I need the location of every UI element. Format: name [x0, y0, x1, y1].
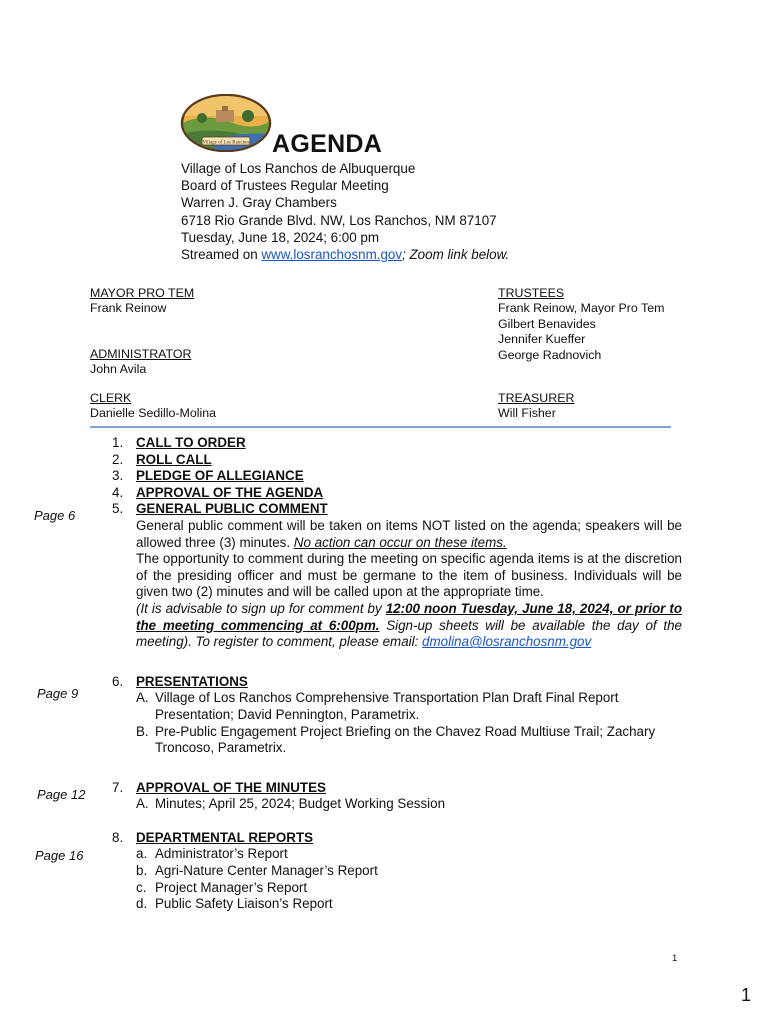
trustees-label: TRUSTEES: [498, 286, 565, 300]
item-title: DEPARTMENTAL REPORTS: [136, 829, 314, 845]
trustee-name: George Radnovich: [498, 347, 602, 362]
treasurer-label: TREASURER: [498, 391, 575, 405]
agenda-item: 8. DEPARTMENTAL REPORTS: [112, 829, 314, 845]
meeting-address: 6718 Rio Grande Blvd. NW, Los Ranchos, NM 87107: [181, 212, 497, 228]
page-ref-item7: Page 12: [37, 787, 86, 802]
mayor-pro-tem-block: [90, 286, 194, 317]
sub-item: A. Minutes; April 25, 2024; Budget Working Session: [136, 796, 446, 812]
page-ref-item6: Page 9: [37, 686, 79, 701]
village-logo: [180, 94, 272, 152]
agenda-items: [112, 435, 682, 913]
item-title: ROLL CALL: [136, 451, 212, 467]
item-title: APPROVAL OF THE AGENDA: [136, 484, 324, 500]
sub-item: a. Administrator’s Report: [136, 846, 288, 862]
page-ref-item5: Page 6: [34, 508, 76, 523]
page-ref-item8: Page 16: [35, 848, 84, 863]
agenda-item: 5. GENERAL PUBLIC COMMENT: [112, 501, 328, 517]
comment-timing: The opportunity to comment during the meeting on specific agenda items is at the discretion of the presiding officer and must be germane to the item of business. Individuals will be given two (2) minutes and will be called upon at the appropriate time.: [136, 551, 682, 600]
sub-item: c. Project Manager’s Report: [136, 879, 308, 895]
item-title: PLEDGE OF ALLEGIANCE: [136, 468, 304, 484]
meeting-type: Board of Trustees Regular Meeting: [181, 178, 389, 194]
agenda-item: 7. APPROVAL OF THE MINUTES: [112, 779, 326, 795]
page-number-small: 1: [672, 953, 678, 964]
meeting-info: [181, 160, 509, 263]
section-divider: [90, 426, 671, 428]
sub-item: A. Village of Los Ranchos Comprehensive Transportation Plan Draft Final Report Presentation; David Pennington, Parametrix.: [136, 690, 619, 722]
village-name: Village of Los Ranchos de Albuquerque: [181, 161, 416, 176]
item-title: GENERAL PUBLIC COMMENT: [136, 501, 328, 517]
clerk-label: CLERK: [90, 391, 132, 405]
signup-note: (It is advisable to sign up for comment by 12:00 noon Tuesday, June 18, 2024, or prior to the meeting commencing at 6:00pm. Sign-up sheets will be available the day of the meeting). To register to comment, please email: dmolina@losranchosnm.gov: [136, 600, 682, 650]
sub-item: b. Agri-Nature Center Manager’s Report: [136, 863, 378, 879]
item-title: PRESENTATIONS: [136, 673, 248, 689]
agenda-item: 2. ROLL CALL: [112, 451, 212, 467]
page-number-large: 1: [741, 985, 752, 1005]
trustee-name: Jennifer Kueffer: [498, 332, 586, 347]
treasurer-block: [498, 391, 574, 422]
mayor-pro-tem-name: Frank Reinow: [90, 301, 167, 316]
clerk-block: [90, 391, 216, 422]
trustee-name: Gilbert Benavides: [498, 316, 596, 331]
administrator-block: [90, 347, 191, 378]
trustees-block: [498, 286, 664, 363]
trustee-name: Frank Reinow, Mayor Pro Tem: [498, 301, 665, 316]
item-title: CALL TO ORDER: [136, 435, 246, 450]
comment-rules: General public comment will be taken on items NOT listed on the agenda; speakers will be allowed three (3) minutes. No action can occur on these items.: [136, 517, 682, 550]
agenda-title: AGENDA: [272, 130, 383, 158]
administrator-label: ADMINISTRATOR: [90, 347, 192, 361]
sub-item: B. Pre-Public Engagement Project Briefing on the Chavez Road Multiuse Trail; Zachary Troncoso, Parametrix.: [136, 723, 656, 756]
agenda-item: 1. CALL TO ORDER: [112, 435, 246, 450]
email-link[interactable]: dmolina@losranchosnm.gov: [422, 634, 592, 650]
stream-line: Streamed on www.losranchosnm.gov; Zoom link below.: [181, 247, 510, 263]
treasurer-name: Will Fisher: [498, 406, 556, 421]
agenda-item: 6. PRESENTATIONS: [112, 673, 248, 689]
clerk-name: Danielle Sedillo-Molina: [90, 406, 217, 421]
website-link[interactable]: www.losranchosnm.gov: [261, 247, 403, 263]
agenda-item: 3. PLEDGE OF ALLEGIANCE: [112, 468, 304, 484]
meeting-datetime: Tuesday, June 18, 2024; 6:00 pm: [181, 229, 380, 245]
item-title: APPROVAL OF THE MINUTES: [136, 779, 326, 795]
mayor-pro-tem-label: MAYOR PRO TEM: [90, 286, 195, 300]
meeting-venue: Warren J. Gray Chambers: [181, 195, 337, 211]
administrator-name: John Avila: [90, 362, 147, 377]
sub-item: d. Public Safety Liaison’s Report: [136, 896, 333, 912]
logo-text: Village of Los Ranchos: [202, 140, 250, 146]
agenda-item: 4. APPROVAL OF THE AGENDA: [112, 484, 324, 500]
